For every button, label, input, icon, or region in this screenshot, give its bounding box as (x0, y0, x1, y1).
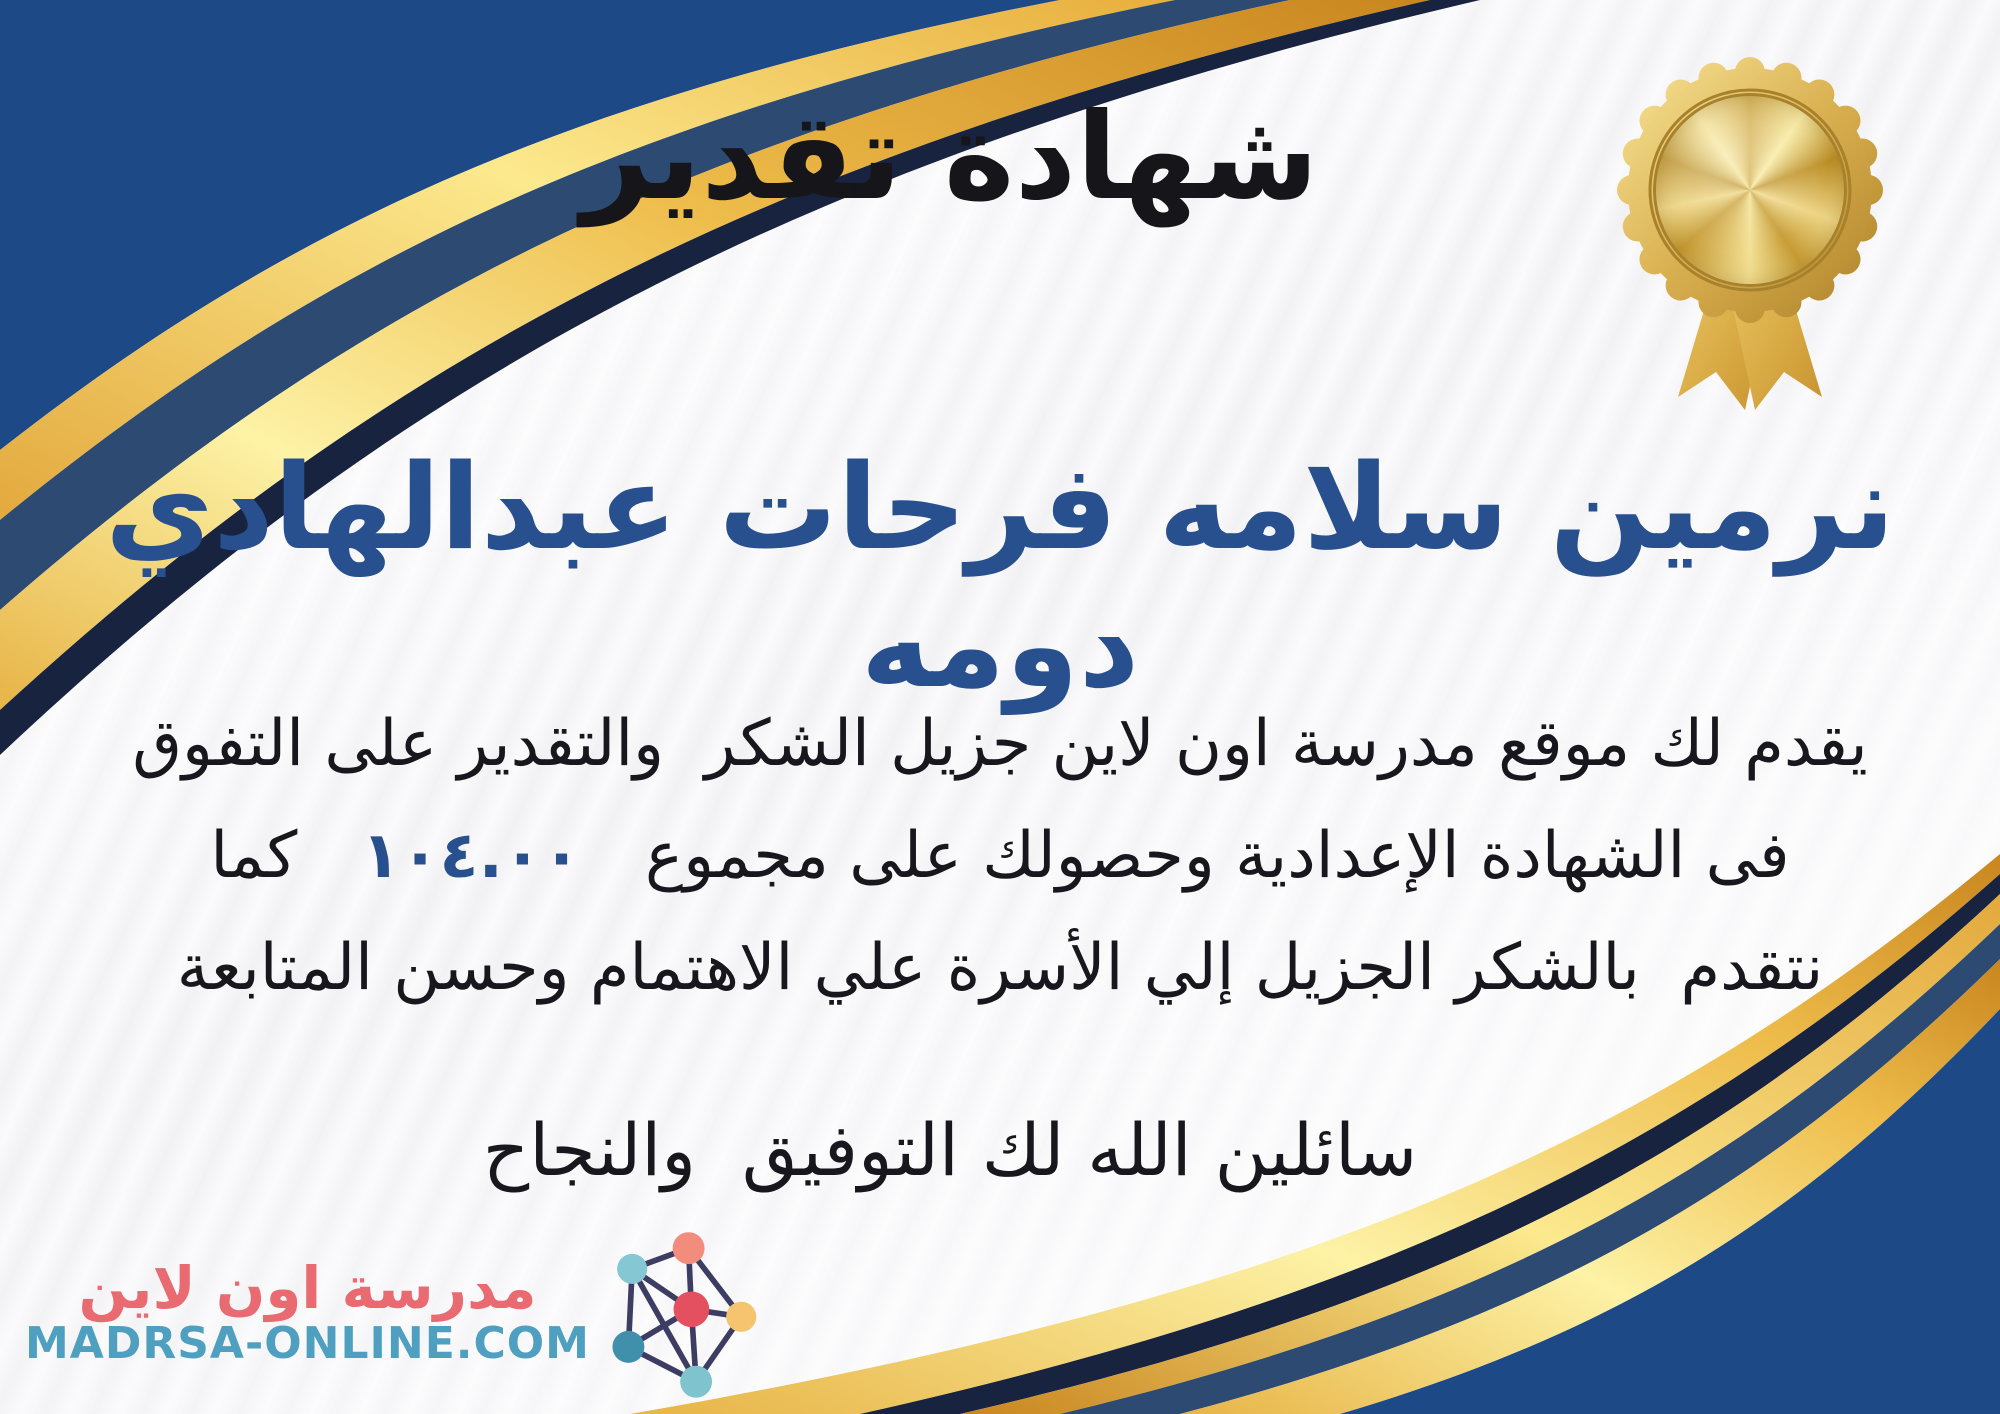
site-name-arabic: مدرسة اون لاين (78, 1254, 537, 1323)
site-logo-text (25, 1254, 590, 1370)
site-domain: MADRSA-ONLINE.COM (25, 1318, 590, 1370)
body-line-1: يقدم لك موقع مدرسة اون لاين جزيل الشكر والتقدير على التفوق (132, 707, 1868, 781)
body-line-2-before: فى الشهادة الإعدادية وحصولك على مجموع (645, 819, 1790, 893)
certificate-body (0, 688, 2000, 1024)
network-graph-icon (602, 1220, 762, 1408)
score-value: ١٠٤.٠٠ (361, 819, 582, 893)
site-logo (25, 1220, 762, 1408)
body-line-2-after: كما (210, 819, 298, 893)
body-line-3: نتقدم بالشكر الجزيل إلي الأسرة علي الاهتمام وحسن المتابعة (176, 931, 1824, 1005)
body-line-2 (0, 800, 2000, 912)
student-name: نرمين سلامه فرحات عبدالهادي دومه (22, 438, 1895, 714)
certificate-title: شهادة تقدير (581, 88, 1319, 227)
closing-line: سائلين الله لك التوفيق والنجاح (482, 1108, 1418, 1192)
